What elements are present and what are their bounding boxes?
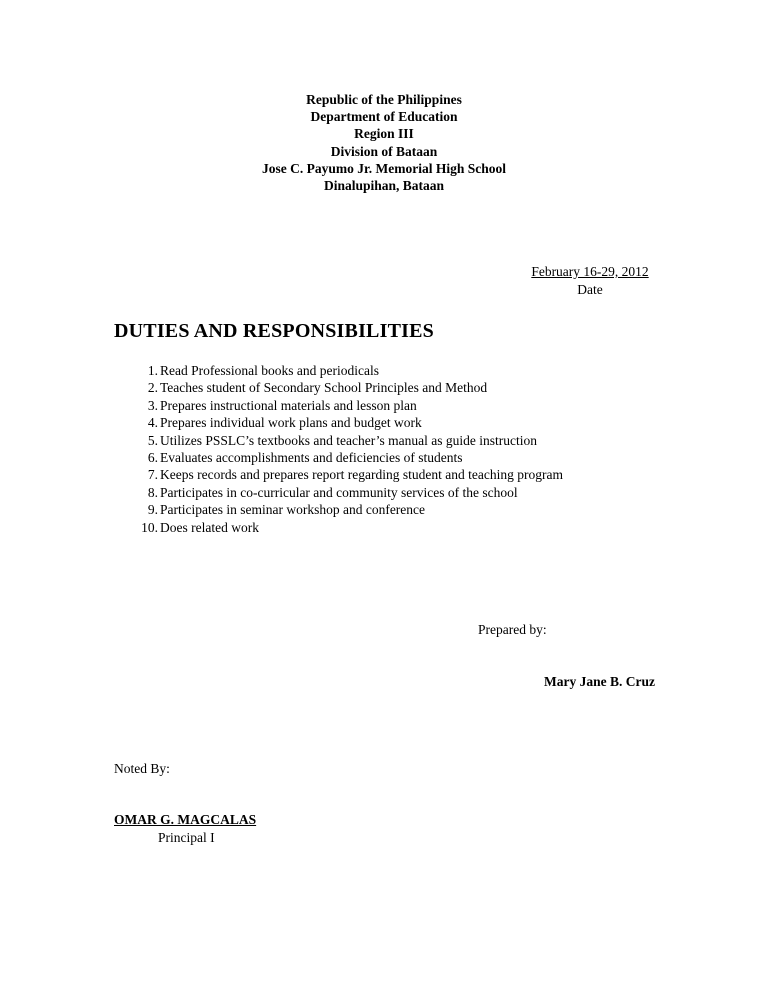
list-item-text: Keeps records and prepares report regarding student and teaching program — [160, 467, 563, 483]
list-item — [114, 466, 714, 483]
list-item-number: 8. — [147, 484, 158, 500]
list-item-number: 7. — [147, 467, 158, 483]
list-item-number: 10. — [141, 519, 158, 535]
date-value: February 16-29, 2012 — [531, 264, 649, 279]
list-item-number: 9. — [147, 502, 158, 518]
letterhead-line-department: Department of Education — [310, 109, 458, 125]
list-item-number: 6. — [147, 450, 158, 466]
letterhead-line-address: Dinalupihan, Bataan — [323, 178, 445, 194]
list-item-number: 5. — [147, 432, 158, 448]
duties-list — [114, 362, 714, 536]
prepared-by-label: Prepared by: — [478, 622, 547, 637]
list-item-number: 1. — [147, 363, 158, 378]
list-item-number: 2. — [147, 380, 158, 396]
list-item — [114, 432, 714, 449]
letterhead-line-region: Region III — [354, 126, 414, 142]
list-item — [114, 484, 714, 501]
preparer-name: Mary Jane B. Cruz — [544, 674, 655, 689]
list-item-text: Utilizes PSSLC’s textbooks and teacher’s manual as guide instruction — [160, 432, 537, 448]
list-item-number: 4. — [147, 415, 158, 431]
list-item-text: Teaches student of Secondary School Principles and Method — [160, 380, 488, 396]
noter-position: Principal I — [158, 830, 215, 845]
list-item-text: Prepares instructional materials and lesson plan — [160, 397, 417, 413]
letterhead-line-school: Jose C. Payumo Jr. Memorial High School — [262, 160, 506, 176]
list-item — [114, 362, 714, 379]
list-item — [114, 397, 714, 414]
list-item-text: Prepares individual work plans and budget work — [160, 415, 422, 431]
list-item-text: Does related work — [160, 519, 259, 535]
list-item — [114, 519, 714, 536]
noted-by-label: Noted By: — [114, 761, 170, 776]
letterhead-line-country: Republic of the Philippines — [306, 92, 462, 107]
date-block — [500, 263, 680, 299]
letterhead-line-division: Division of Bataan — [330, 143, 438, 159]
list-item — [114, 449, 714, 466]
list-item — [114, 501, 714, 518]
list-item-text: Read Professional books and periodicals — [160, 363, 379, 378]
list-item-text: Evaluates accomplishments and deficiencies of students — [160, 450, 463, 466]
document-title: DUTIES AND RESPONSIBILITIES — [114, 320, 434, 342]
list-item-text: Participates in seminar workshop and conference — [160, 502, 426, 518]
list-item-text: Participates in co-curricular and community services of the school — [160, 484, 518, 500]
list-item — [114, 414, 714, 431]
letterhead — [0, 91, 768, 194]
date-label: Date — [577, 282, 603, 297]
list-item-number: 3. — [147, 397, 158, 413]
list-item — [114, 379, 714, 396]
noter-name: OMAR G. MAGCALAS — [114, 812, 257, 827]
